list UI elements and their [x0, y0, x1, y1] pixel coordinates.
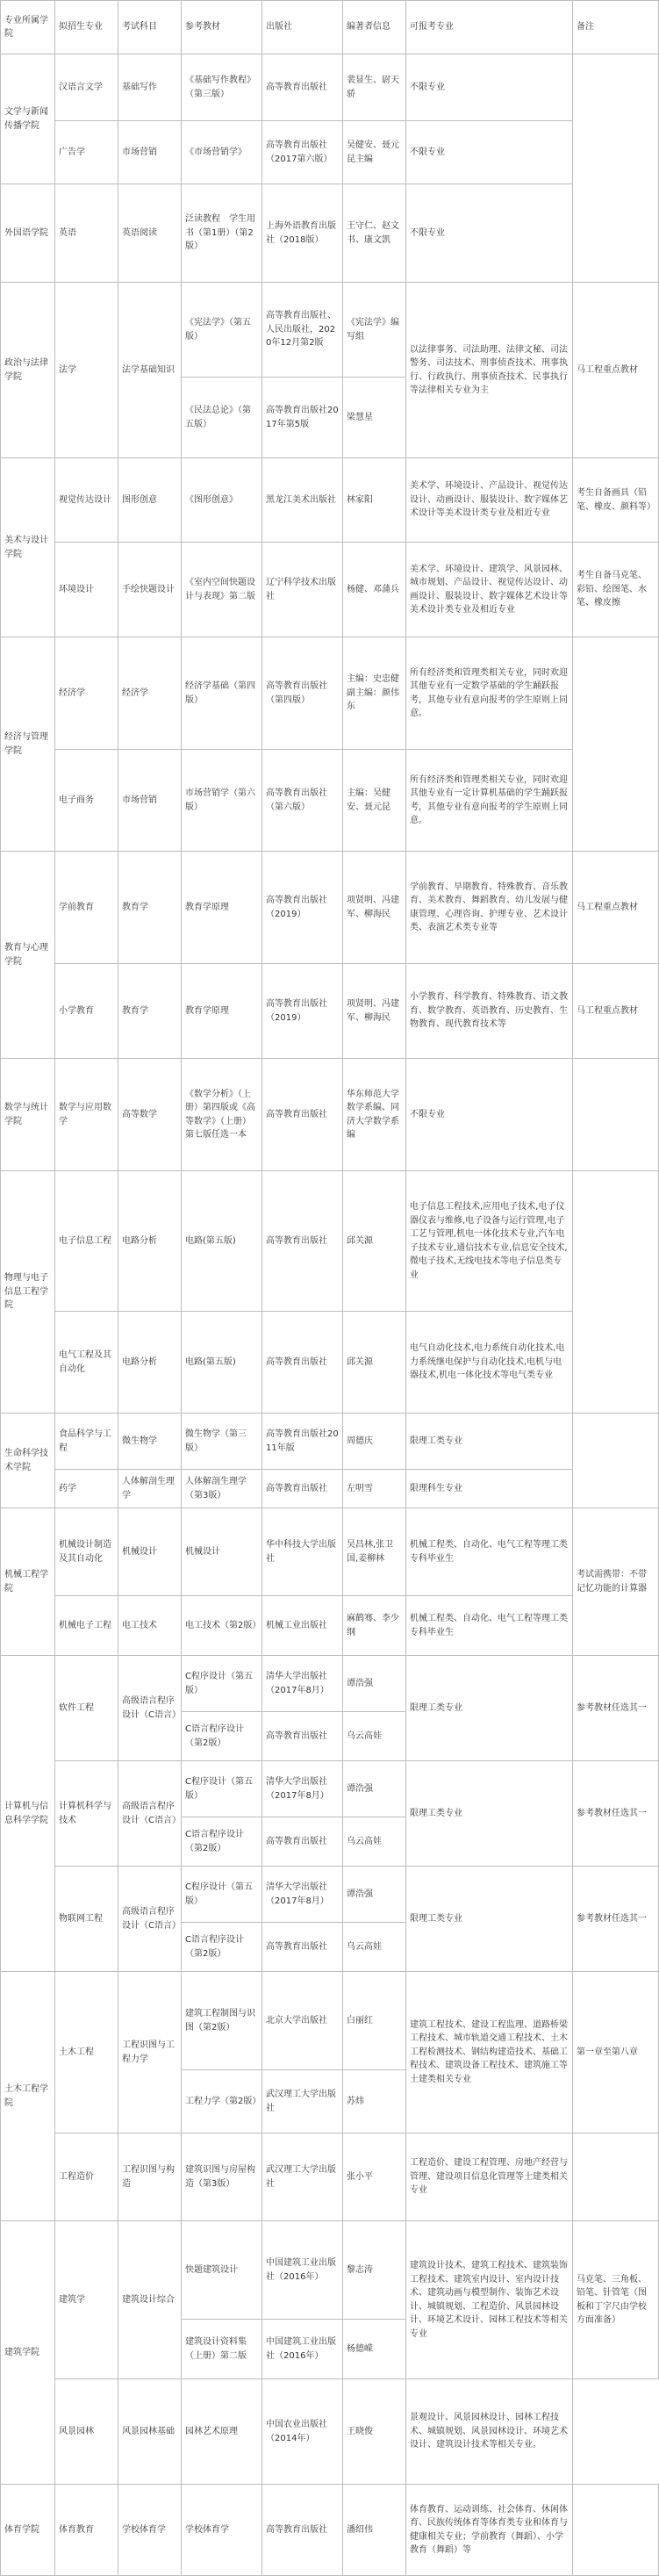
table-cell: 主编：吴健安、聂元昆 [343, 750, 406, 852]
header-textbook: 参考教材 [182, 1, 262, 54]
table-cell: 风景园林 [55, 2379, 118, 2485]
table-cell: 潘绍伟 [343, 2485, 406, 2576]
table-cell: 吴健安、聂元昆主编 [343, 121, 406, 184]
table-cell: 市场营销 [118, 750, 182, 852]
table-cell: 清华大学出版社（2017年8月） [262, 1867, 343, 1923]
table-cell: 不限专业 [406, 121, 573, 184]
header-eligible: 可报考专业 [406, 1, 573, 54]
table-cell: 《民法总论》（第五版） [182, 378, 262, 458]
table-row [1, 1656, 659, 1712]
table-row [1, 964, 659, 1059]
table-cell: 高等教育出版社 [262, 1923, 343, 1972]
table-cell: 基础写作 [118, 54, 182, 121]
table-cell: 电子信息工程 [55, 1171, 118, 1312]
table-row [1, 1312, 659, 1414]
table-cell: 中国建筑工业出版社（2016年） [262, 2320, 343, 2379]
table-cell: 杨健、邓蒲兵 [343, 543, 406, 637]
table-cell: 北京大学出版社 [262, 1972, 343, 2070]
table-row [1, 637, 659, 750]
table-cell: 电路分析 [118, 1171, 182, 1312]
table-cell: 工程造价、建设工程管理、房地产经营与管理、建设项目信息化管理等土建类相关专业 [406, 2133, 573, 2221]
table-cell: 高级语言程序设计（C语言） [118, 1761, 182, 1867]
table-cell: 乌云高娃 [343, 1817, 406, 1867]
table-cell: 武汉理工大学出版社 [262, 2070, 343, 2133]
table-cell: 苏炜 [343, 2070, 406, 2133]
table-cell: 人体解剖生理学 [118, 1470, 182, 1508]
table-cell: 环境设计 [55, 543, 118, 637]
table-cell: 所有经济类和管理类相关专业，同时欢迎其他专业有一定计算机基础的学生踊跃报考，其他专业有意向报考的学生原则上同意。 [406, 750, 573, 852]
table-cell: 机械工程类、自动化、电气工程等理工类专科毕业生 [406, 1508, 573, 1596]
table-cell: 项贤明、冯建军、柳海民 [343, 964, 406, 1059]
table-cell: 高等教育出版社（第六版） [262, 750, 343, 852]
header-college: 专业所属学院 [1, 1, 55, 54]
table-cell: 谭浩强 [343, 1656, 406, 1712]
table-cell: 经济学 [118, 637, 182, 750]
table-cell: 周德庆 [343, 1414, 406, 1470]
table-cell [573, 2133, 659, 2221]
table-cell: 体育教育 [55, 2485, 118, 2576]
table-row [1, 1059, 659, 1171]
table-cell: 高等教育出版社2017年第5版 [262, 378, 343, 458]
table-cell: 左明雪 [343, 1470, 406, 1508]
table-cell: 黎志涛 [343, 2221, 406, 2320]
table-cell: 教育学原理 [182, 852, 262, 964]
table-cell: 汉语言文学 [55, 54, 118, 121]
table-cell: 考生自备画具（铅笔、橡皮、颜料等） [573, 458, 659, 543]
table-cell: C程序设计（第五版） [182, 1656, 262, 1712]
table-cell: 微生物学 [118, 1414, 182, 1470]
table-cell: 项贤明、冯建军、柳海民 [343, 852, 406, 964]
table-cell: 建筑设计资料集（上册）第二版 [182, 2320, 262, 2379]
table-cell: 《数学分析》（上册）第四版或《高等数学》（上册）第七版任选一本 [182, 1059, 262, 1171]
table-cell: 广告学 [55, 121, 118, 184]
table-cell: 高等教育出版社（2019） [262, 852, 343, 964]
table-cell: 谭浩强 [343, 1761, 406, 1817]
table-cell: 华中科技大学出版社 [262, 1508, 343, 1596]
table-row [1, 1414, 659, 1470]
table-cell: 建筑设计技术、建筑工程技术、建筑装饰工程技术、建筑室内设计、室内设计技术、建筑动画与模型制作、装饰艺术设计、城镇规划、工程造价、风景园林设计、环境艺术设计、园林工程技术等相关专业 [406, 2221, 573, 2379]
table-row [1, 2221, 659, 2320]
table-cell: 物理与电子信息工程学院 [1, 1171, 55, 1414]
table-cell: 第一章至第八章 [573, 1972, 659, 2133]
table-cell: 电子信息工程技术,应用电子技术,电子仪器仪表与维修,电子设备与运行管理,电子工艺与管理,机电一体化技术专业,汽车电子技术专业,通信技术专业,信息安全技术,微电子技术,无线电技术等电子信息类专业 [406, 1171, 573, 1312]
table-cell: 高等教育出版社 [262, 1817, 343, 1867]
table-cell: C程序设计（第五版） [182, 1761, 262, 1817]
table-cell: 数学与应用数学 [55, 1059, 118, 1171]
table-cell: 计算机科学与技术 [55, 1761, 118, 1867]
table-row [1, 1972, 659, 2070]
table-row [1, 54, 659, 121]
table-cell: 小学教育 [55, 964, 118, 1059]
table-cell: 美术学、环境设计、产品设计、视觉传达设计、动画设计、服装设计、数字媒体艺术设计等美术设计类专业及相近专业 [406, 458, 573, 543]
table-cell: 《市场营销学》 [182, 121, 262, 184]
table-cell: 软件工程 [55, 1656, 118, 1761]
table-cell: 王守仁、赵文书、康文凯 [343, 184, 406, 283]
table-row [1, 543, 659, 637]
table-cell: 经济学 [55, 637, 118, 750]
header-major: 拟招生专业 [55, 1, 118, 54]
table-cell: 机械工业出版社 [262, 1596, 343, 1656]
table-cell: 电路(第五版) [182, 1312, 262, 1414]
table-cell: 谭浩强 [343, 1867, 406, 1923]
table-cell: 麻鹤骞、李少纲 [343, 1596, 406, 1656]
table-header-row [1, 1, 659, 54]
table-row [1, 2485, 659, 2576]
table-cell [573, 54, 659, 283]
table-cell: 邱关源 [343, 1171, 406, 1312]
table-cell: 王晓俊 [343, 2379, 406, 2485]
header-author: 编著者信息 [343, 1, 406, 54]
table-cell: 《宪法学》编写组 [343, 283, 406, 378]
table-cell: 美术学、环境设计、建筑学、风景园林、城市规划、产品设计、视觉传达设计、动画设计、服装设计、数字媒体艺术设计等美术设计类专业及相近专业 [406, 543, 573, 637]
table-cell: 高级语言程序设计（C语言） [118, 1656, 182, 1761]
table-cell: 英语阅读 [118, 184, 182, 283]
table-cell: 主编：史忠健 副主编：颜伟东 [343, 637, 406, 750]
table-cell: 中国建筑工业出版社（2016年） [262, 2221, 343, 2320]
table-cell: 高等教育出版社 [262, 1470, 343, 1508]
table-cell: 马工程重点教材 [573, 283, 659, 458]
table-cell: 视觉传达设计 [55, 458, 118, 543]
table-cell: 高级语言程序设计（C语言） [118, 1867, 182, 1972]
table-cell: 高等教育出版社 [262, 1312, 343, 1414]
table-cell: 建筑工程技术、建设工程监理、道路桥梁工程技术、城市轨道交通工程技术、土木工程检测技术、钢结构建造技术、基础工程技术、建筑设备工程技术、建筑施工等土建类相关专业 [406, 1972, 573, 2133]
table-cell: 机械工程类、自动化、电气工程等理工类专科毕业生 [406, 1596, 573, 1656]
table-cell: 白丽红 [343, 1972, 406, 2070]
table-cell: 不限专业 [406, 1059, 573, 1171]
table-cell: 所有经济类和管理类相关专业，同时欢迎其他专业有一定数学基础的学生踊跃报考，其他专业有意向报考的学生原则上同意。 [406, 637, 573, 750]
table-cell: 张小平 [343, 2133, 406, 2221]
table-row [1, 458, 659, 543]
table-row [1, 1761, 659, 1817]
table-cell: 电子商务 [55, 750, 118, 852]
table-cell: C语言程序设计（第2版） [182, 1817, 262, 1867]
table-cell: 工程识图与构造 [118, 2133, 182, 2221]
table-cell: 土木工程 [55, 1972, 118, 2133]
table-cell: 电气工程及其自动化 [55, 1312, 118, 1414]
table-row [1, 283, 659, 378]
table-cell: 工程造价 [55, 2133, 118, 2221]
table-cell: 土木工程学院 [1, 1972, 55, 2221]
table-cell [573, 1059, 659, 1171]
table-row [1, 184, 659, 283]
table-row [1, 1171, 659, 1312]
table-row [1, 750, 659, 852]
table-cell: 马工程重点教材 [573, 852, 659, 964]
header-subject: 考试科目 [118, 1, 182, 54]
table-cell: 机械电子工程 [55, 1596, 118, 1656]
table-cell: 快题建筑设计 [182, 2221, 262, 2320]
table-cell: 体育教育、运动训练、社会体育、休闲体育、民族传统体育等体育类专业和体育与健康相关专业；学前教育（舞蹈）、小学教育（舞蹈）等 [406, 2485, 573, 2576]
table-cell: 林家阳 [343, 458, 406, 543]
table-cell: 教育与心理学院 [1, 852, 55, 1059]
table-cell: 景观设计、风景园林设计、园林工程技术、城镇规划、风景园林设计、环境艺术设计、建筑设计技术等相关专业。 [406, 2379, 573, 2485]
table-cell [573, 2485, 659, 2576]
table-cell: 限理工类专业 [406, 1761, 573, 1867]
table-cell: 学前教育 [55, 852, 118, 964]
table-cell: C程序设计（第五版） [182, 1867, 262, 1923]
table-cell: 建筑识图与房屋构造（第3版） [182, 2133, 262, 2221]
table-cell: 建筑学院 [1, 2221, 55, 2485]
table-cell: 邱关源 [343, 1312, 406, 1414]
table-cell: 建筑工程制图与识图（第2版） [182, 1972, 262, 2070]
table-cell: 考生自备马克笔、彩铅、绘图笔、水笔、橡皮擦 [573, 543, 659, 637]
table-cell: 电工技术（第2版） [182, 1596, 262, 1656]
table-cell: 黑龙江美术出版社 [262, 458, 343, 543]
table-cell: 高等数学 [118, 1059, 182, 1171]
table-cell: 电路分析 [118, 1312, 182, 1414]
table-cell: 图形创意 [118, 458, 182, 543]
table-cell [573, 1414, 659, 1508]
table-cell: C语言程序设计（第2版） [182, 1923, 262, 1972]
table-cell: 高等教育出版社 [262, 54, 343, 121]
table-row [1, 1596, 659, 1656]
table-cell: 数学与统计学院 [1, 1059, 55, 1171]
header-publisher: 出版社 [262, 1, 343, 54]
table-cell: 高等教育出版社 [262, 2485, 343, 2576]
table-cell: 教育学 [118, 852, 182, 964]
table-cell: 机械设计制造及其自动化 [55, 1508, 118, 1596]
table-row [1, 121, 659, 184]
table-cell: 高等教育出版社、人民出版社，2020年12月第2版 [262, 283, 343, 378]
table-cell: 乌云高娃 [343, 1923, 406, 1972]
table-cell: 以法律事务、司法助理、法律文秘、司法警务、司法技术、刑事侦查技术、刑事执行、行政执行、刑事侦查技术、民事执行等法律相关专业为主 [406, 283, 573, 458]
table-body [1, 54, 659, 2576]
table-row [1, 2133, 659, 2221]
table-cell: 武汉理工大学出版社 [262, 2133, 343, 2221]
table-cell [573, 637, 659, 852]
table-cell: 微生物学（第三版） [182, 1414, 262, 1470]
table-cell: 限理科生专业 [406, 1470, 573, 1508]
table-cell: 电工技术 [118, 1596, 182, 1656]
table-cell: 学校体育学 [118, 2485, 182, 2576]
table-cell: 考试需携带：不带记忆功能的计算器 [573, 1508, 659, 1656]
table-cell: 限理工类专业 [406, 1656, 573, 1761]
table-cell: 马工程重点教材 [573, 964, 659, 1059]
table-cell: 高等教育出版社 [262, 1712, 343, 1761]
table-cell: 生命科学技术学院 [1, 1414, 55, 1508]
table-cell: 物联网工程 [55, 1867, 118, 1972]
table-cell: 食品科学与工程 [55, 1414, 118, 1470]
table-cell: 工程力学（第2版） [182, 2070, 262, 2133]
table-cell: 风景园林基础 [118, 2379, 182, 2485]
table-cell: 电气自动化技术,电力系统自动化技术,电力系统继电保护与自动化技术,电机与电器技术,机电一体化技术等电气类专业 [406, 1312, 573, 1414]
table-cell: 《室内空间快题设计与表现》第二版 [182, 543, 262, 637]
table-cell: 高等教育出版社（2019） [262, 964, 343, 1059]
table-cell: 外国语学院 [1, 184, 55, 283]
table-cell: 清华大学出版社（2017年8月） [262, 1761, 343, 1817]
table-cell: 上海外语教育出版社（2018版） [262, 184, 343, 283]
table-cell: 市场营销学（第六版） [182, 750, 262, 852]
table-cell: 《图形创意》 [182, 458, 262, 543]
table-cell: 机械设计 [182, 1508, 262, 1596]
table-cell: 法学基础知识 [118, 283, 182, 458]
table-cell: 教育学原理 [182, 964, 262, 1059]
table-cell: 法学 [55, 283, 118, 458]
table-cell: 不限专业 [406, 54, 573, 121]
table-cell: 高等教育出版社2011年版 [262, 1414, 343, 1470]
table-cell: 中国农业出版社（2014年） [262, 2379, 343, 2485]
table-cell: 文学与新闻传播学院 [1, 54, 55, 184]
table-cell: 人体解剖生理学（第3版） [182, 1470, 262, 1508]
table-cell: 机械设计 [118, 1508, 182, 1596]
table-cell [573, 1171, 659, 1414]
table-row [1, 1470, 659, 1508]
table-cell: 计算机与信息科学学院 [1, 1656, 55, 1972]
table-cell: 高等教育出版社（2017第六版） [262, 121, 343, 184]
table-row [1, 2379, 659, 2485]
table-cell: 园林艺术原理 [182, 2379, 262, 2485]
table-cell: 吴昌林,张卫国,姜柳林 [343, 1508, 406, 1596]
table-cell: 《基础写作教程》（第三版） [182, 54, 262, 121]
table-cell: 华东师范大学数学系编、同济大学数学系编 [343, 1059, 406, 1171]
table-cell: 政治与法律学院 [1, 283, 55, 458]
table-row [1, 852, 659, 964]
table-cell: 经济与管理学院 [1, 637, 55, 852]
table-cell: 建筑设计综合 [118, 2221, 182, 2379]
table-cell: 高等教育出版社 [262, 1171, 343, 1312]
table-cell: 教育学 [118, 964, 182, 1059]
table-row [1, 1867, 659, 1923]
table-cell: 辽宁科学技术出版社 [262, 543, 343, 637]
table-cell: 药学 [55, 1470, 118, 1508]
table-cell: 《宪法学》（第五版） [182, 283, 262, 378]
header-remarks: 备注 [573, 1, 659, 54]
table-cell: 英语 [55, 184, 118, 283]
table-cell: 学校体育学 [182, 2485, 262, 2576]
table-cell: 参考教材任选其一 [573, 1867, 659, 1972]
table-cell: 马克笔、三角板、铅笔、针管笔（图板和丁字尺由学校方面准备） [573, 2221, 659, 2379]
table-cell: 不限专业 [406, 184, 573, 283]
table-cell: 乌云高娃 [343, 1712, 406, 1761]
table-cell: 建筑学 [55, 2221, 118, 2379]
table-cell: 机械工程学院 [1, 1508, 55, 1656]
table-cell: 限理工类专业 [406, 1414, 573, 1470]
table-cell: C语言程序设计（第2版） [182, 1712, 262, 1761]
table-cell: 手绘快题设计 [118, 543, 182, 637]
table-cell: 小学教育、科学教育、特殊教育、语文教育、数学教育、英语教育、历史教育、生物教育、现代教育技术等 [406, 964, 573, 1059]
table-cell: 参考教材任选其一 [573, 1761, 659, 1867]
table-cell: 限理工类专业 [406, 1867, 573, 1972]
table-cell: 体育学院 [1, 2485, 55, 2576]
table-cell: 泛读教程 学生用书（第1册）（第2版） [182, 184, 262, 283]
table-cell: 裴显生、尉天骄 [343, 54, 406, 121]
table-row [1, 1508, 659, 1596]
table-cell: 高等教育出版社（第四版） [262, 637, 343, 750]
table-cell: 参考教材任选其一 [573, 1656, 659, 1761]
table-cell: 电路(第五版) [182, 1171, 262, 1312]
table-cell: 高等教育出版社 [262, 1059, 343, 1171]
table-cell: 杨德嵘 [343, 2320, 406, 2379]
table-cell: 梁慧星 [343, 378, 406, 458]
table-cell: 工程识图与工程力学 [118, 1972, 182, 2133]
table-cell: 学前教育、早期教育、特殊教育、音乐教育、美术教育、舞蹈教育、幼儿发展与健康管理、心理咨询、护理专业、艺术设计类、表演艺术类专业等 [406, 852, 573, 964]
table-cell: 经济学基础（第四版） [182, 637, 262, 750]
table-cell: 清华大学出版社（2017年8月） [262, 1656, 343, 1712]
table-cell: 市场营销 [118, 121, 182, 184]
table-cell: 美术与设计学院 [1, 458, 55, 637]
